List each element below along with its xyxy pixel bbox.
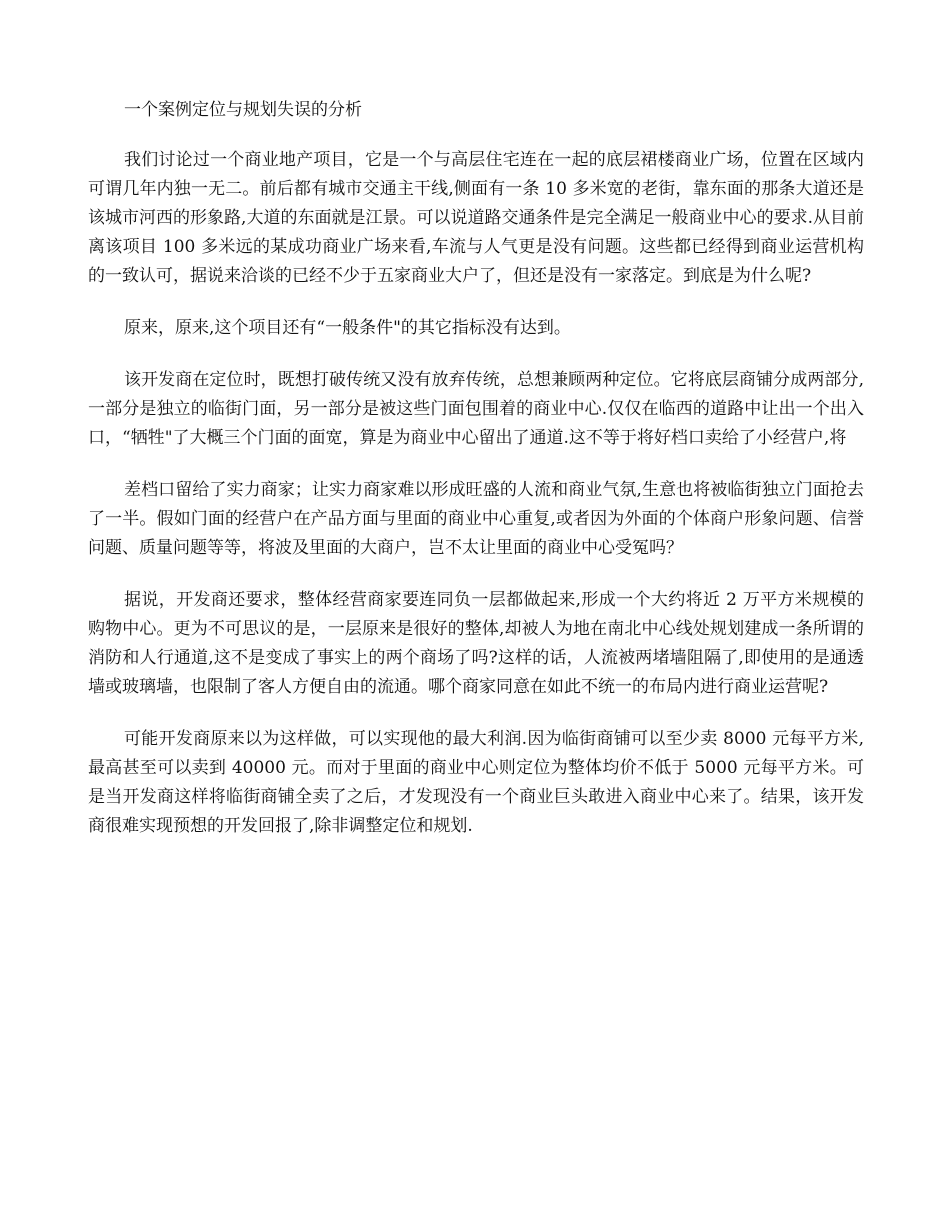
- paragraph-5: 据说，开发商还要求，整体经营商家要连同负一层都做起来,形成一个大约将近 2 万平方米规模的购物中心。更为不可思议的是，一层原来是很好的整体,却被人为地在南北中心线处规划建成一条所谓的消防和人行通道,这不是变成了事实上的两个商场了吗?这样的话，人流被两堵墙阻隔了,即使用的是通透墙或玻璃墙，也限制了客人方便自由的流通。哪个商家同意在如此不统一的布局内进行商业运营呢?: [88, 590, 864, 697]
- paragraph-3: 该开发商在定位时，既想打破传统又没有放弃传统，总想兼顾两种定位。它将底层商铺分成两部分,一部分是独立的临街门面，另一部分是被这些门面包围着的商业中心.仅仅在临西的道路中让出一个出入口，“牺牲"了大概三个门面的面宽，算是为商业中心留出了通道.这不等于将好档口卖给了小经营户,将: [88, 370, 864, 448]
- paragraph-2: 原来，原来,这个项目还有“一般条件"的其它指标没有达到。: [124, 318, 571, 338]
- paragraph-6: 可能开发商原来以为这样做，可以实现他的最大利润.因为临街商铺可以至少卖 8000 元每平方米,最高甚至可以卖到 40000 元。而对于里面的商业中心则定位为整体均价不低于 5000 元每平方米。可是当开发商这样将临街商铺全卖了之后，才发现没有一个商业巨头敢进入商业中心来了。结果，该开发商很难实现预想的开发回报了,除非调整定位和规划.: [88, 729, 864, 836]
- paragraph-1: 我们讨论过一个商业地产项目，它是一个与高层住宅连在一起的底层裙楼商业广场，位置在区域内可谓几年内独一无二。前后都有城市交通主干线,侧面有一条 10 多米宽的老街，靠东面的那条大道还是该城市河西的形象路,大道的东面就是江景。可以说道路交通条件是完全满足一般商业中心的要求.从目前离该项目 100 多米远的某成功商业广场来看,车流与人气更是没有问题。这些都已经得到商业运营机构的一致认可，据说来洽谈的已经不少于五家商业大户了，但还是没有一家落定。到底是为什么呢?: [88, 150, 864, 286]
- paragraph-4: 差档口留给了实力商家；让实力商家难以形成旺盛的人流和商业气氛,生意也将被临街独立门面抢去了一半。假如门面的经营户在产品方面与里面的商业中心重复,或者因为外面的个体商户形象问题、信誉问题、质量问题等等，将波及里面的大商户，岂不太让里面的商业中心受冤吗？: [88, 480, 864, 558]
- document-title: 一个案例定位与规划失误的分析: [124, 100, 362, 120]
- document-page: [88, 96, 864, 864]
